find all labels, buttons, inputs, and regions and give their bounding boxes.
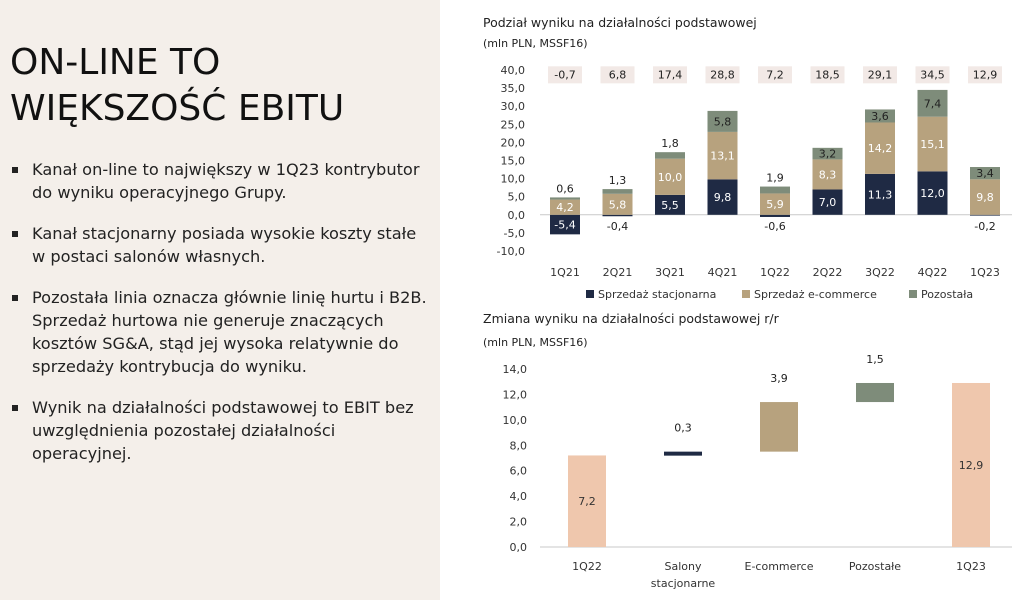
y-tick-label: 0,0 [507,208,525,222]
data-label: 7,0 [818,196,837,210]
data-label: 5,5 [661,198,679,212]
x-tick-label: stacjonarne [650,577,716,590]
y-tick-label: -5,0 [503,226,525,240]
y-tick-label: -10,0 [496,245,525,258]
total-label: 28,8 [710,68,735,82]
x-tick-label: 2Q22 [812,266,843,279]
data-label: 3,2 [818,147,837,161]
total-label: -0,7 [554,68,576,82]
y-tick-label: 6,0 [509,464,527,478]
bar-segment [603,189,633,194]
data-label: 1,8 [661,137,679,151]
x-tick-label: 4Q21 [707,266,738,279]
legend-swatch [909,290,917,298]
y-tick-label: 4,0 [509,490,527,504]
data-label: -0,2 [974,219,996,233]
bar-segment [655,152,685,159]
y-tick-label: 10,0 [500,172,525,186]
y-tick-label: 20,0 [500,136,525,150]
data-label: 4,2 [556,201,574,215]
y-tick-label: 40,0 [500,64,525,77]
x-tick-label: 1Q23 [956,560,986,573]
x-tick-label: 3Q21 [655,266,685,279]
y-tick-label: 12,0 [502,388,527,402]
bar-segment [603,215,633,216]
data-label: 0,6 [556,182,574,196]
data-label: 15,1 [920,138,945,152]
total-label: 29,1 [867,68,893,82]
bar-segment [970,215,1000,216]
legend-swatch [586,290,594,298]
data-label: -0,4 [606,219,629,233]
total-label: 34,5 [920,68,945,82]
x-tick-label: Salony [664,560,702,573]
legend-swatch [742,290,750,298]
data-label: 1,5 [866,352,884,366]
data-label: 1,9 [766,171,784,185]
y-tick-label: 10,0 [502,413,527,427]
chart2-unit: (mln PLN, MSSF16) [483,336,588,349]
data-label: 13,1 [710,149,735,163]
y-tick-label: 8,0 [509,439,527,453]
chart1-unit: (mln PLN, MSSF16) [483,37,588,50]
waterfall-bar [856,383,894,402]
x-tick-label: 2Q21 [602,266,633,279]
data-label: 11,3 [867,188,893,202]
bullet-item: Kanał stacjonarny posiada wysokie koszty stałe w postaci salonów własnych. [8,222,428,268]
x-tick-label: 1Q23 [970,266,1000,279]
y-tick-label: 30,0 [500,100,525,114]
data-label: 12,9 [958,458,984,472]
total-label: 17,4 [657,68,683,82]
data-label: 3,9 [770,372,788,386]
bar-segment [760,187,790,194]
x-tick-label: 1Q22 [760,266,790,279]
bullet-item: Pozostała linia oznacza głównie linię hurtu i B2B. Sprzedaż hurtowa nie generuje znaczących kosztów SG&A, stąd jej wysoka relatywnie do sprzedaży kontrybucja do wyniku. [8,286,428,378]
legend-label: Sprzedaż e-commerce [754,288,877,301]
data-label: 8,3 [818,168,837,182]
bar-segment [550,197,580,199]
x-tick-label: Pozostałe [848,560,902,573]
x-tick-label: 1Q21 [550,266,580,279]
y-tick-label: 35,0 [500,82,525,96]
bullet-item: Wynik na działalności podstawowej to EBIT bez uwzględnienia pozostałej działalności operacyjnej. [8,396,428,465]
waterfall-bar [760,402,798,452]
x-tick-label: E-commerce [744,560,814,573]
legend-label: Pozostała [921,288,974,301]
data-label: 10,0 [657,170,683,184]
data-label: 14,2 [867,142,893,156]
slide-title-line-2: WIĘKSZOŚĆ EBITU [10,88,345,129]
data-label: 5,8 [608,198,627,212]
data-label: 9,8 [713,191,732,205]
data-label: 3,4 [976,167,994,181]
data-label: 7,4 [923,97,942,111]
total-label: 7,2 [766,68,784,82]
x-tick-label: 3Q22 [865,266,895,279]
y-tick-label: 5,0 [507,190,525,204]
bar-segment [760,215,790,217]
total-label: 18,5 [815,68,840,82]
data-label: 0,3 [674,421,692,435]
data-label: -5,4 [554,218,576,232]
total-label: 12,9 [972,68,998,82]
y-tick-label: 25,0 [500,118,525,132]
data-label: 3,6 [871,109,889,123]
bullet-item: Kanał on-line to największy w 1Q23 kontrybutor do wyniku operacyjnego Grupy. [8,158,428,204]
y-tick-label: 2,0 [509,515,527,529]
data-label: 1,3 [608,174,627,188]
data-label: 5,9 [766,198,784,212]
chart2-title: Zmiana wyniku na działalności podstawowej r/r [483,311,779,326]
total-label: 6,8 [608,68,627,82]
y-tick-label: 0,0 [509,541,527,554]
x-tick-label: 4Q22 [917,266,948,279]
data-label: 12,0 [920,187,945,201]
legend-label: Sprzedaż stacjonarna [598,288,717,301]
chart1-title: Podział wyniku na działalności podstawowej [483,15,757,30]
data-label: 5,8 [713,115,732,129]
data-label: -0,6 [764,219,786,233]
waterfall-bar [664,452,702,456]
data-label: 7,2 [578,495,596,509]
x-tick-label: 1Q22 [572,560,602,573]
data-label: 9,8 [976,191,994,205]
slide-title-line-1: ON-LINE TO [10,42,221,83]
y-tick-label: 14,0 [502,363,527,376]
y-tick-label: 15,0 [500,154,525,168]
